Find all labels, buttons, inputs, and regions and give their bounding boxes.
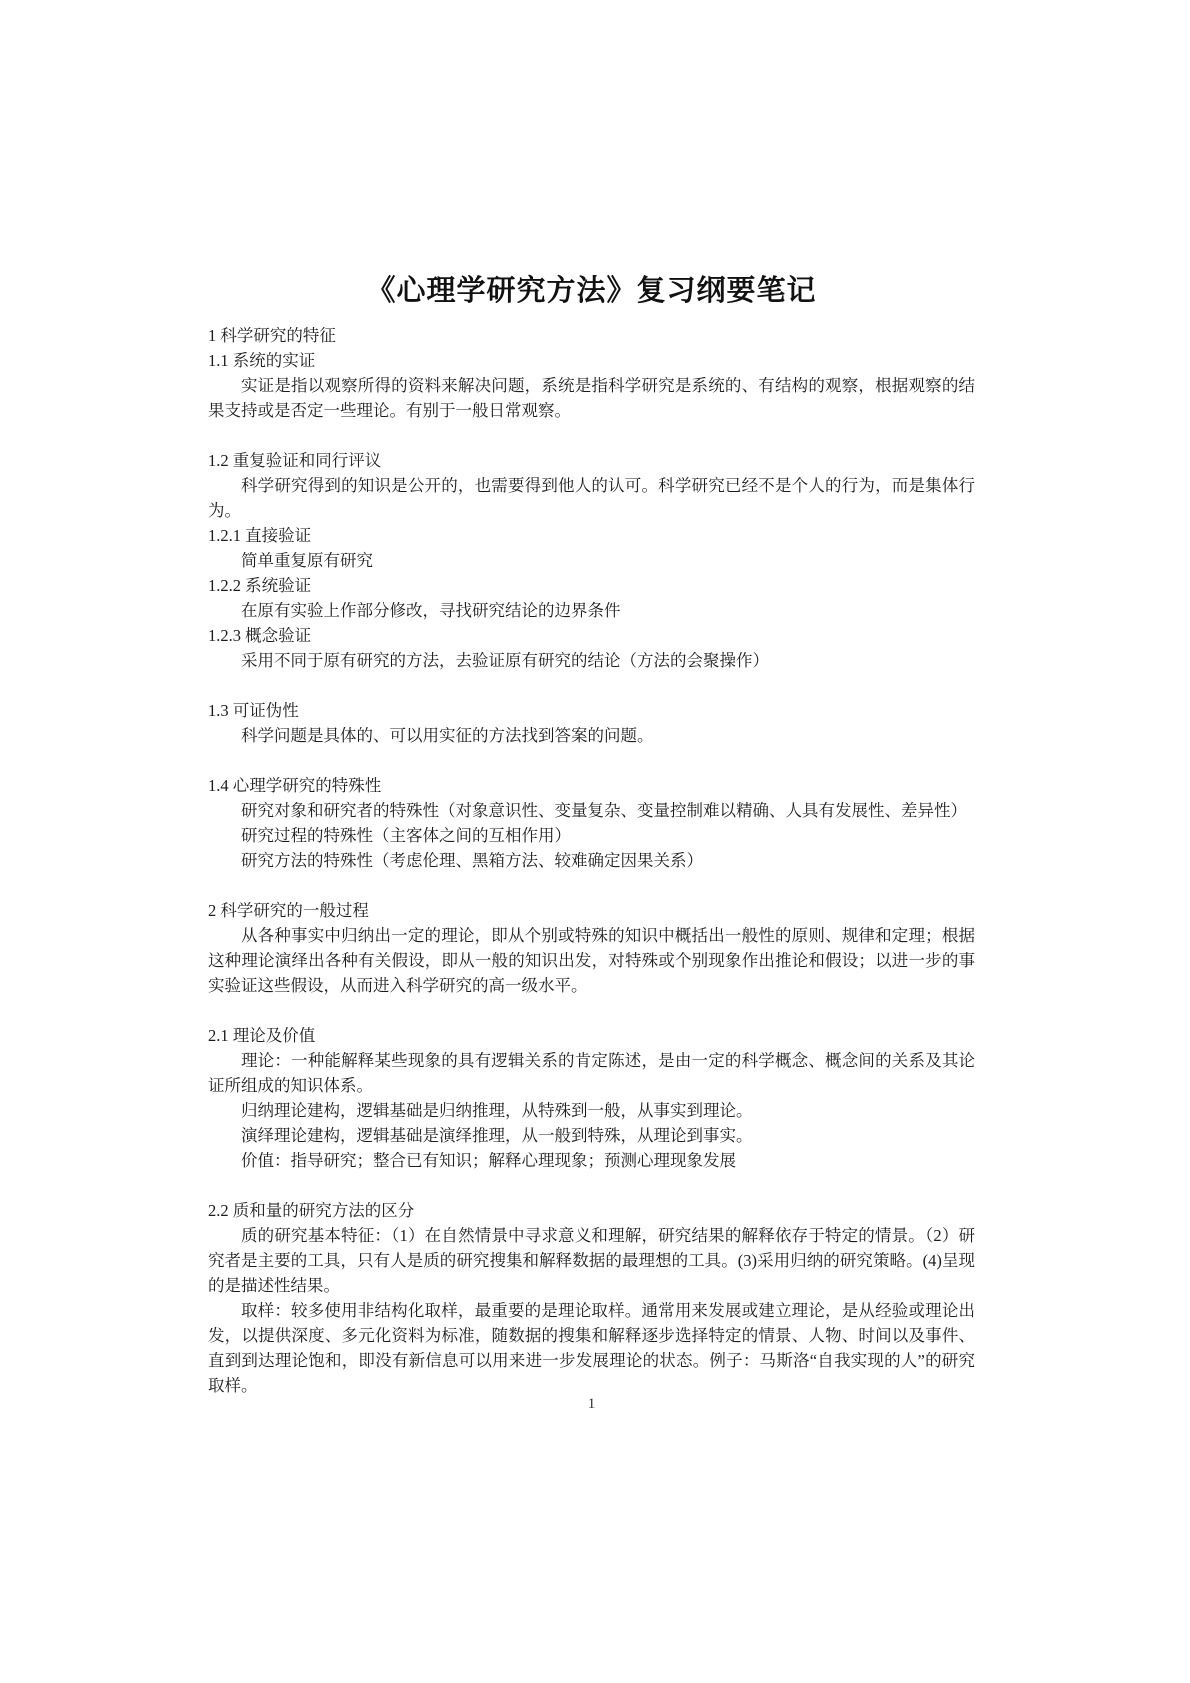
heading-1-2-1: 1.2.1 直接验证 (208, 526, 312, 545)
heading-1-4: 1.4 心理学研究的特殊性 (208, 776, 382, 795)
para-1-1: 实证是指以观察所得的资料来解决问题，系统是指科学研究是系统的、有结构的观察，根据观察的结果支持或是否定一些理论。有别于一般日常观察。 (208, 376, 975, 420)
para-1-2-3: 采用不同于原有研究的方法，去验证原有研究的结论（方法的会聚操作） (241, 651, 769, 670)
blank-line (208, 1173, 975, 1198)
heading-1-3: 1.3 可证伪性 (208, 701, 299, 720)
para-2: 从各种事实中归纳出一定的理论，即从个别或特殊的知识中概括出一般性的原则、规律和定理；根据这种理论演绎出各种有关假设，即从一般的知识出发，对特殊或个别现象作出推论和假设；以进一步的事实验证这些假设，从而进入科学研究的高一级水平。 (208, 926, 975, 995)
para-2-2-b: 取样：较多使用非结构化取样，最重要的是理论取样。通常用来发展或建立理论，是从经验或理论出发，以提供深度、多元化资料为标准，随数据的搜集和解释逐步选择特定的情景、人物、时间以及事件、直到到达理论饱和，即没有新信息可以用来进一步发展理论的状态。例子：马斯洛“自我实现的人”的研究取样。 (208, 1301, 975, 1395)
blank-line (208, 873, 975, 898)
document-content (208, 269, 975, 1398)
para-1-2-2: 在原有实验上作部分修改，寻找研究结论的边界条件 (241, 601, 621, 620)
heading-1-2: 1.2 重复验证和同行评议 (208, 451, 382, 470)
para-2-1-d: 价值：指导研究；整合已有知识；解释心理现象；预测心理现象发展 (241, 1151, 736, 1170)
para-2-1-a: 理论：一种能解释某些现象的具有逻辑关系的肯定陈述，是由一定的科学概念、概念间的关系及其论证所组成的知识体系。 (208, 1051, 975, 1095)
para-1-4-b: 研究过程的特殊性（主客体之间的互相作用） (241, 826, 571, 845)
para-1-2-1: 简单重复原有研究 (241, 551, 373, 570)
para-2-1-c: 演绎理论建构，逻辑基础是演绎推理，从一般到特殊，从理论到事实。 (241, 1126, 753, 1145)
para-2-1-b: 归纳理论建构，逻辑基础是归纳推理，从特殊到一般，从事实到理论。 (241, 1101, 753, 1120)
document-title: 《心理学研究方法》复习纲要笔记 (366, 275, 817, 307)
page-number: 1 (587, 1396, 596, 1412)
blank-line (208, 998, 975, 1023)
heading-1-2-3: 1.2.3 概念验证 (208, 626, 312, 645)
para-1-4-a: 研究对象和研究者的特殊性（对象意识性、变量复杂、变量控制难以精确、人具有发展性、差异性） (241, 801, 967, 820)
heading-2: 2 科学研究的一般过程 (208, 901, 369, 920)
heading-1-2-2: 1.2.2 系统验证 (208, 576, 312, 595)
blank-line (208, 423, 975, 448)
heading-2-1: 2.1 理论及价值 (208, 1026, 316, 1045)
para-2-2-a: 质的研究基本特征：（1）在自然情景中寻求意义和理解，研究结果的解释依存于特定的情景。（2）研究者是主要的工具，只有人是质的研究搜集和解释数据的最理想的工具。(3)采用归纳的研究策略。(4)呈现的是描述性结果。 (208, 1226, 975, 1295)
para-1-2: 科学研究得到的知识是公开的，也需要得到他人的认可。科学研究已经不是个人的行为，而是集体行为。 (208, 476, 975, 520)
heading-1: 1 科学研究的特征 (208, 326, 336, 345)
blank-line (208, 673, 975, 698)
para-1-4-c: 研究方法的特殊性（考虑伦理、黑箱方法、较难确定因果关系） (241, 851, 703, 870)
heading-2-2: 2.2 质和量的研究方法的区分 (208, 1201, 415, 1220)
para-1-3: 科学问题是具体的、可以用实征的方法找到答案的问题。 (241, 726, 654, 745)
heading-1-1: 1.1 系统的实证 (208, 351, 316, 370)
blank-line (208, 748, 975, 773)
